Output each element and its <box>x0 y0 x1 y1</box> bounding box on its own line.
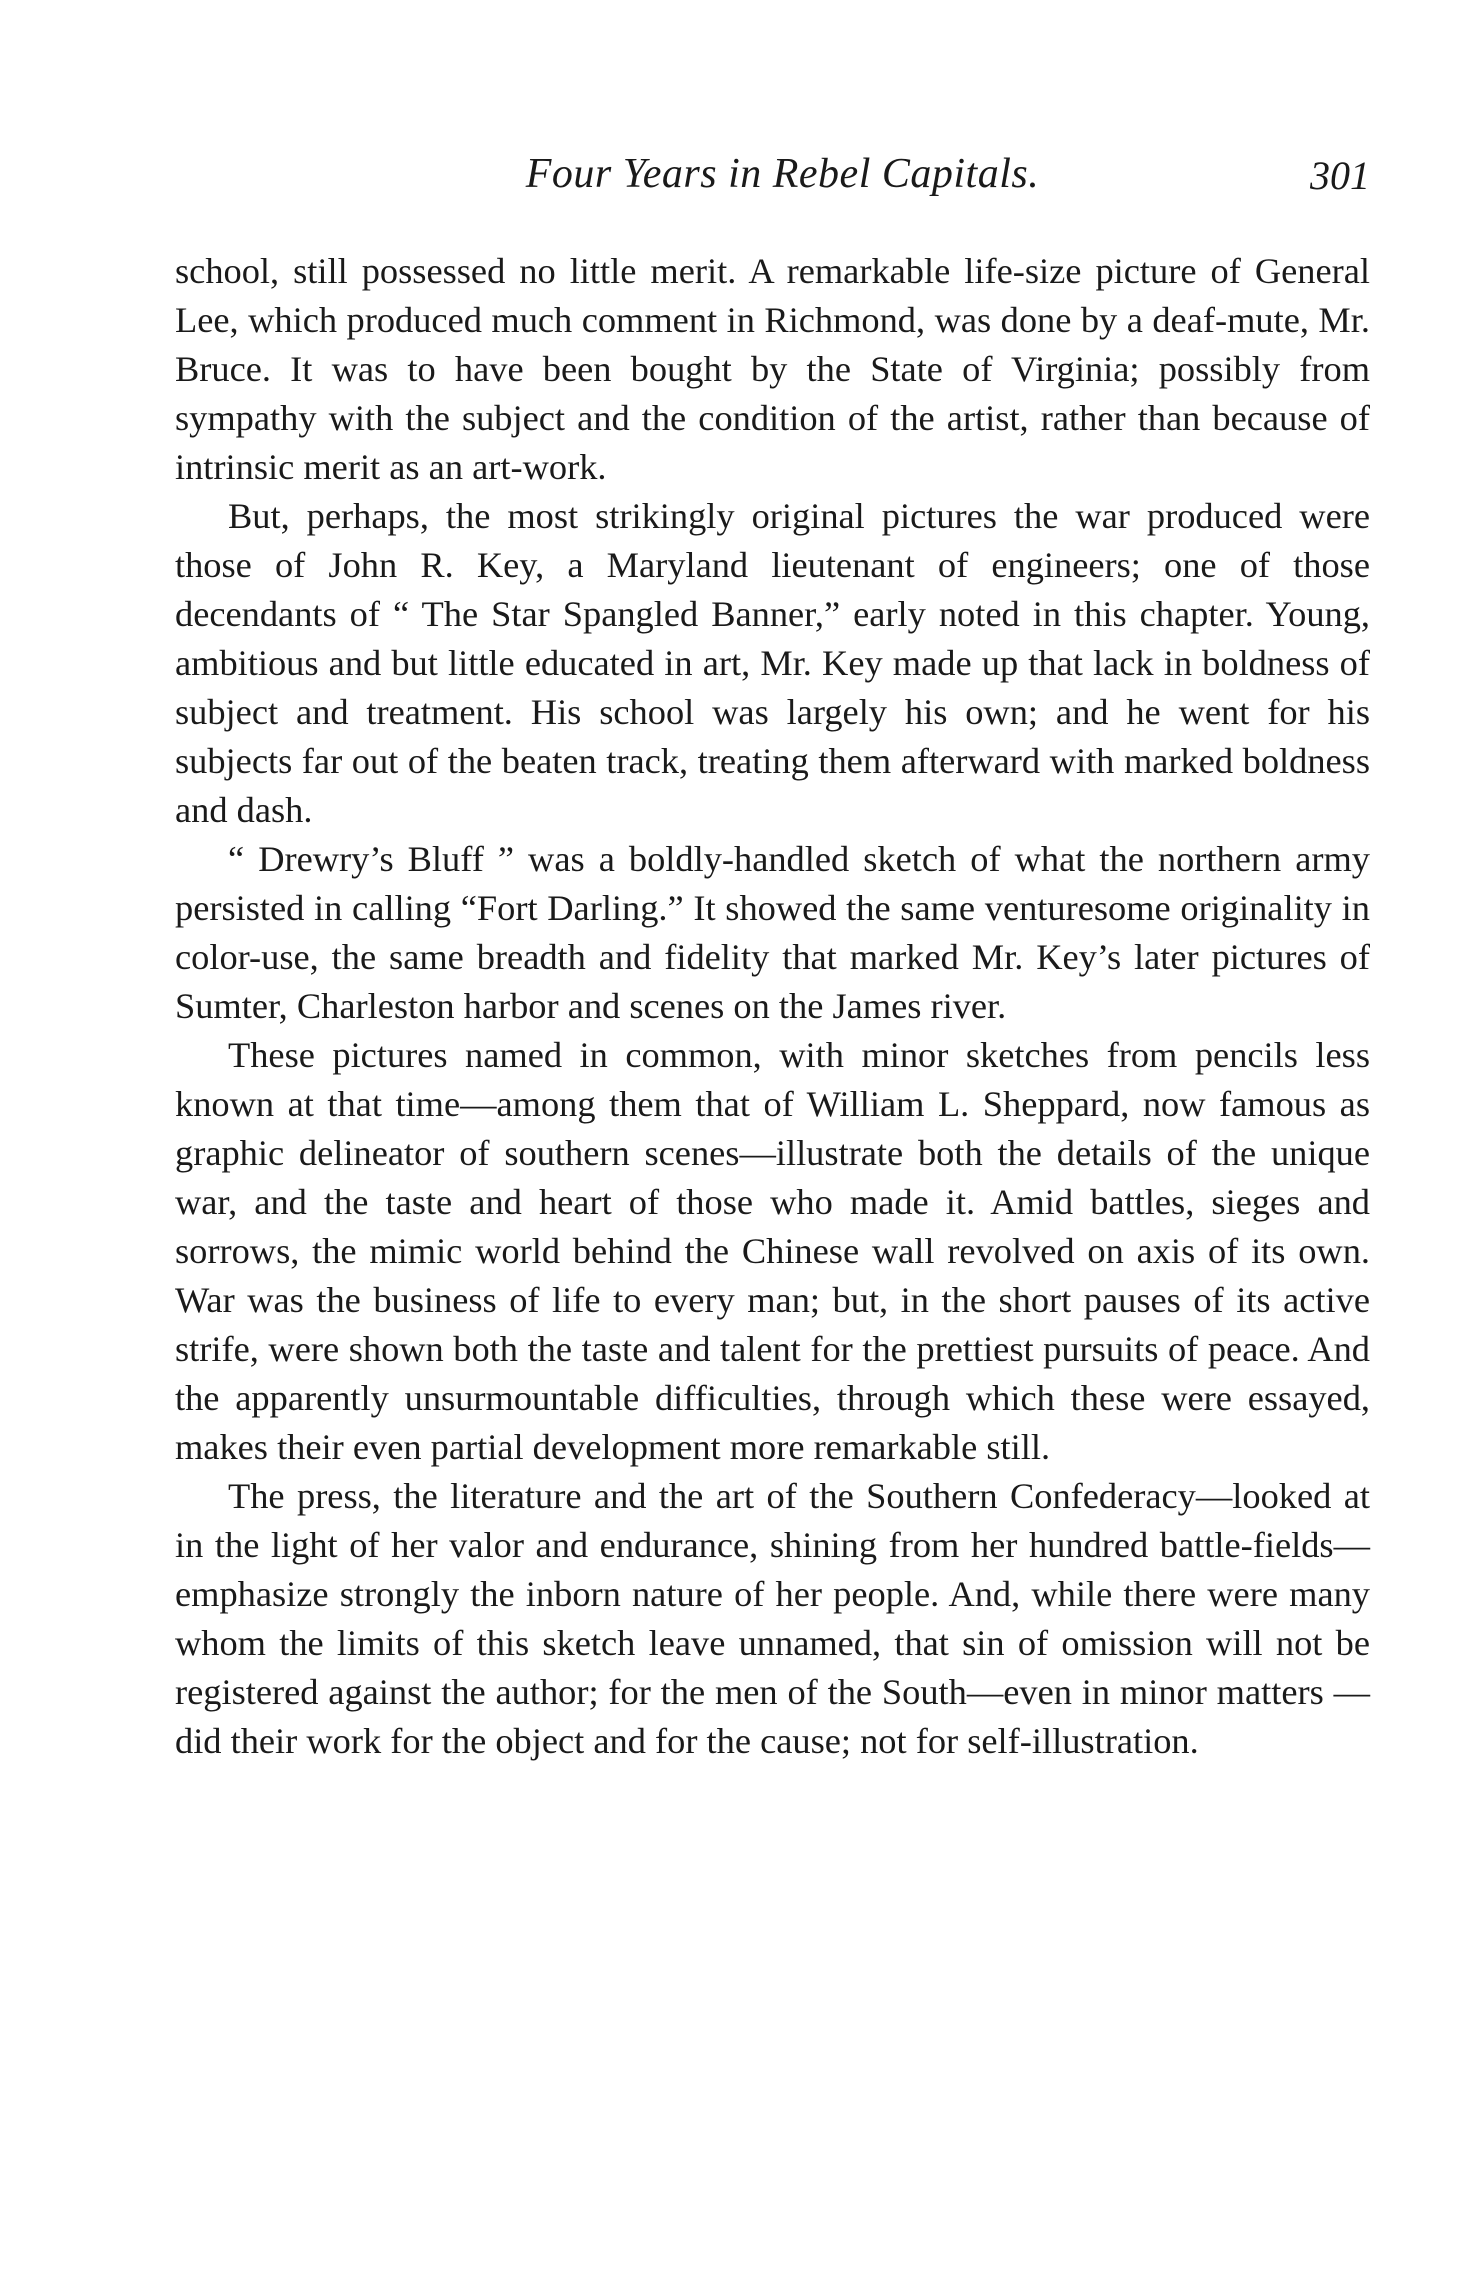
paragraph-drewrys-bluff: “ Drewry’s Bluff ” was a boldly-handled sketch of what the northern army persisted in calling “Fort Darling.” It showed the same venturesome originality in color-use, the same breadth and fidelity that marked Mr. Key’s later pictures of Sumter, Charleston harbor and scenes on the James river. <box>175 839 1370 1026</box>
page-header <box>175 150 1370 210</box>
running-title: Four Years in Rebel Capitals. <box>525 151 1040 197</box>
paragraph-press-literature-art: The press, the literature and the art of the Southern Confederacy—looked at in the light of her valor and endurance, shining from her hundred battle-fields—emphasize strongly the inborn nature of her people. And, while there were many whom the limits of this sketch leave unnamed, that sin of omission will not be registered against the author; for the men of the South—even in minor matters —did their work for the object and for the cause; not for self-illustration. <box>175 1476 1370 1761</box>
paragraph-pictures-named: These pictures named in common, with minor sketches from pencils less known at that time—among them that of William L. Sheppard, now famous as graphic delineator of southern scenes—illustrate both the details of the unique war, and the taste and heart of those who made it. Amid battles, sieges and sorrows, the mimic world behind the Chinese wall revolved on axis of its own. War was the business of life to every man; but, in the short pauses of its active strife, were shown both the taste and talent for the prettiest pursuits of peace. And the apparently unsurmountable difficulties, through which these were essayed, makes their even partial development more remarkable still. <box>175 1035 1370 1467</box>
paragraph-john-r-key: But, perhaps, the most strikingly original pictures the war produced were those of John R. Key, a Maryland lieutenant of engineers; one of those decendants of “ The Star Spangled Banner,” early noted in this chapter. Young, ambitious and but little educated in art, Mr. Key made up that lack in boldness of subject and treatment. His school was largely his own; and he went for his subjects far out of the beaten track, treating them afterward with marked boldness and dash. <box>175 496 1370 830</box>
body-text <box>175 247 1370 1766</box>
page-number: 301 <box>1310 153 1370 198</box>
paragraph-continued: school, still possessed no little merit. A remarkable life-size picture of General Lee, which produced much comment in Richmond, was done by a deaf-mute, Mr. Bruce. It was to have been bought by the State of Virginia; possibly from sympathy with the subject and the condition of the artist, rather than because of intrinsic merit as an art-work. <box>175 251 1370 487</box>
